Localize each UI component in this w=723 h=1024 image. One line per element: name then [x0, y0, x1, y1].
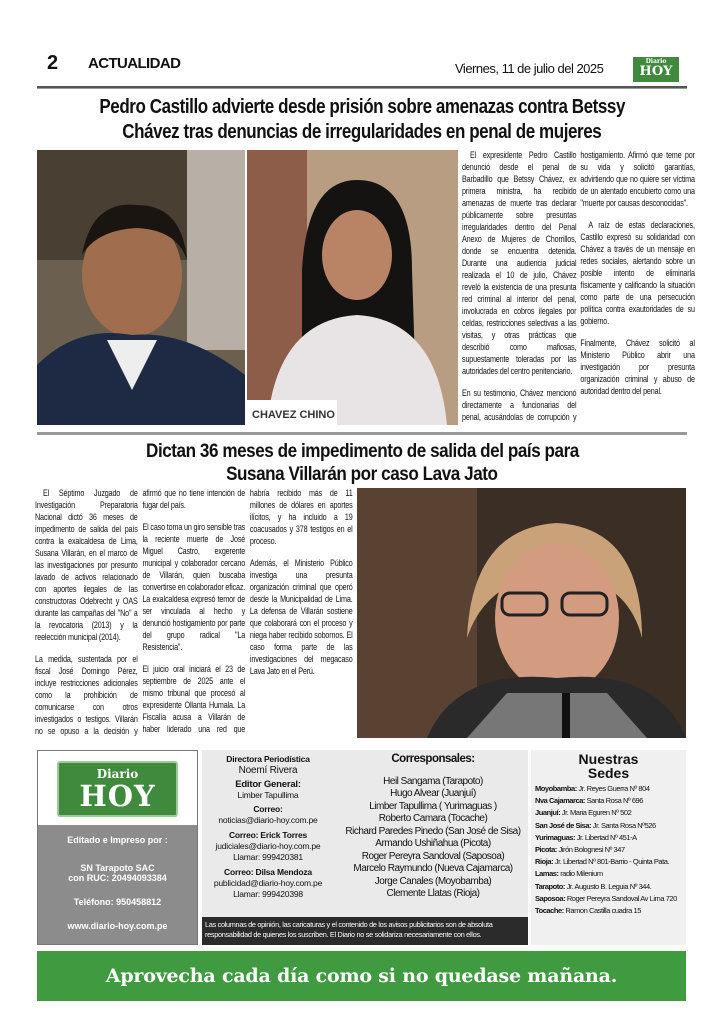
edited-by-label: Editado e Impreso por : — [67, 835, 168, 845]
article-paragraph: El expresidente Pedro Castillo denunció desde el penal de Barbadillo que Betssy Chávez, ex primera ministra, ha recibido amenazas de muerte tras declarar públicamente sobre presuntas irregularidades dentro del Penal Anexo de Mujeres de Chorrillos, donde se encuentra detenida. Durante una audiencia judicial realizada el 10 de julio, Chávez reveló la existencia de una presunta red criminal al interior del penal, involucrada en cobros ilegales por celdas, restricciones selectivas a las visitas, y otras prácticas que describió como mafiosas, supuestamente toleradas por las autoridades del centro penitenciario. — [462, 150, 577, 376]
article2-body — [35, 487, 353, 745]
sede-address: Jr. Maria Eguren Nº 502 — [561, 808, 632, 818]
article-paragraph: El Séptimo Juzgado de Investigación Preparatoria Nacional dictó 36 meses de impedimento de salida del país contra la exalcaldesa de Lima, Susana Villarán, en el marco de las investigaciones por presunto lavado de activos relacionado con aportes ilegales de las constructoras Odebrecht y OAS durante las campañas del "No" a la revocatoria (2013) y la reelección municipal (2014). — [35, 488, 138, 642]
sede-item — [535, 868, 682, 880]
diario-hoy-logo — [57, 761, 178, 817]
sede-item — [535, 856, 682, 868]
company-phone: Teléfono: 950458812 — [73, 897, 162, 907]
article-paragraph: Finalmente, Chávez solicitó al Ministerio Público abrir una investigación por presunta organización criminal y abuso de autoridad dentro del penal. — [580, 338, 695, 396]
sedes-list — [531, 780, 686, 920]
issue-date: Viernes, 11 de julio del 2025 — [455, 61, 604, 76]
sede-address: Ramon Castilla cuadra 15 — [565, 906, 641, 916]
sedes-title-line: Nuestras — [578, 751, 639, 767]
judicial-title: Correo: Erick Torres — [228, 830, 308, 840]
article-divider — [37, 432, 687, 435]
judicial-phone: Llamar: 999420381 — [233, 852, 303, 862]
article1-body — [462, 149, 695, 429]
logo-main-text: HOY — [639, 64, 673, 79]
correspondent-item: Roger Pereyra Sandoval (Saposoa) — [361, 850, 505, 862]
editor-title: Editor General: — [235, 779, 301, 790]
sede-city: Tarapoto: — [535, 881, 565, 891]
judicial-email[interactable]: judiciales@diario-hoy.com.pe — [215, 841, 321, 851]
photo-nameplate: CHAVEZ CHINO — [252, 409, 335, 421]
editor-name: Limber Tapullima — [237, 790, 299, 800]
sedes-title-line: Sedes — [587, 765, 630, 781]
diario-hoy-logo — [633, 57, 679, 82]
sede-item — [535, 881, 682, 893]
sedes-title — [531, 752, 686, 780]
header-rule — [37, 86, 687, 89]
section-title: ACTUALIDAD — [88, 55, 181, 72]
article-paragraph: El juicio oral iniciará el 23 de septiembre de 2025 ante el mismo tribunal que procesó al expresidente Ollanta Humala. La Fiscalía acusa a Villarán de haber liderado una red que habría recibido más de 11 millones de dólares en aportes ilícitos, y ha incluido a 19 coacusados y 378 testigos en el proceso. — [142, 488, 353, 734]
article-paragraph: Además, el Ministerio Público investiga una presunta organización criminal que operó desde la Municipalidad de Lima. La defensa de Villarán sostiene que colaborará con el proceso y niega haber recibido sobornos. El caso forma parte de las investigaciones del megacaso Lava Jato en el Perú. — [249, 558, 353, 676]
sede-address: radio Milenium — [560, 869, 603, 879]
sede-item — [535, 893, 682, 905]
sede-item — [535, 795, 682, 807]
article2-headline — [37, 440, 687, 486]
logo-top-text: Diario — [645, 58, 667, 65]
ads-phone: Llamar: 999420398 — [233, 889, 303, 899]
sede-address: Jr. Augusto B. Leguia Nº 344. — [566, 881, 652, 891]
sede-item — [535, 807, 682, 819]
headline-line: Susana Villarán por caso Lava Jato — [226, 464, 498, 485]
sede-city: Nva Cajamarca: — [535, 796, 585, 806]
mail-title: Correo: — [253, 804, 283, 814]
staff-list — [202, 754, 334, 900]
sede-address: Roger Pereyra Sandoval Av Lima 720 — [566, 893, 677, 903]
photo-pedro-castillo — [37, 150, 245, 425]
headline-line: Pedro Castillo advierte desde prisión sobre amenazas contra Betssy — [99, 96, 625, 118]
sede-address: Jr. Santa Rosa Nº526 — [592, 820, 656, 830]
headline-line: Dictan 36 meses de impedimento de salida del país para — [145, 441, 579, 462]
logo-top-text: Diario — [96, 767, 139, 781]
staff-box — [202, 750, 528, 945]
sede-city: Picota: — [535, 845, 557, 855]
ads-title: Correo: Dilsa Mendoza — [224, 867, 312, 877]
sede-city: Juanjuí: — [535, 808, 561, 818]
correspondent-item: Limber Tapullima ( Yurimaguas ) — [369, 800, 497, 812]
photo-susana-villaran — [357, 488, 686, 738]
correspondent-item: Roberto Camara (Tocache) — [378, 813, 488, 824]
sede-address: Jr. Reyes Guerra Nº 804 — [578, 784, 650, 793]
article-paragraph: La medida, sustentada por el fiscal José Domingo Pérez, incluye restricciones adicionales como la prohibición de comunicarse con otros investigados o testigos. Villarán no se opuso a la decisión y afirmó que no tiene intención de fugar del país. — [35, 488, 246, 736]
sede-city: Saposoa: — [535, 893, 566, 903]
article-paragraph: A raíz de estas declaraciones, Castillo expresó su solidaridad con Chávez a través de un mensaje en redes sociales, alertando sobre un posible intento de eliminarla físicamente y calificando la situación como parte de una persecución política contra exautoridades de su gobierno. — [580, 220, 695, 326]
sede-city: Moyobamba: — [535, 784, 577, 793]
headline-line: Chávez tras denuncias de irregularidades en penal de mujeres — [122, 121, 602, 143]
director-name: Noemí Rivera — [238, 765, 298, 776]
sede-city: San José de Sisa: — [535, 820, 592, 830]
sede-item — [535, 832, 682, 844]
article-paragraph: El caso toma un giro sensible tras la reciente muerte de José Miguel Castro, exgerente municipal y colaborador cercano de Villarán, quien buscaba convertirse en colaborador eficaz. La exalcaldesa expresó temor de ser vinculada al hecho y denunció hostigamiento por parte del grupo radical "La Resistencia". — [142, 522, 246, 652]
correspondents-list — [338, 753, 528, 901]
sede-item — [535, 783, 682, 795]
correspondents-title: Corresponsales: — [391, 753, 475, 765]
sede-city: Yurimaguas: — [535, 832, 576, 842]
page-number: 2 — [47, 52, 59, 74]
correspondent-item: Richard Paredes Pinedo (San José de Sisa) — [345, 825, 521, 837]
news-email[interactable]: noticias@diario-hoy.com.pe — [218, 815, 318, 825]
correspondent-item: Clemente Llatas (Rioja) — [386, 888, 480, 899]
sede-city: Lamas: — [535, 869, 559, 879]
masthead-box — [37, 750, 198, 945]
sede-item — [535, 820, 682, 832]
sede-item — [535, 905, 682, 917]
article-paragraph: En su testimonio, Chávez mencionó directamente a funcionarias del penal, acusándolas de corrupción y hostigamiento. Afirmó que teme por su vida y solicitó garantías, advirtiendo que no quiere ser víctima de un atentado encubierto como una "muerte por causas desconocidas". — [462, 150, 695, 422]
sede-address: Jirón Bolognesi Nº 347 — [558, 845, 625, 855]
slogan-banner: Aprovecha cada día como si no quedase mañana. — [37, 951, 686, 1001]
ads-email[interactable]: publicidad@diario-hoy.com.pe — [213, 878, 323, 888]
company-name: SN Tarapoto SAC — [80, 863, 155, 873]
director-title: Directora Periodística — [226, 754, 310, 764]
disclaimer: Las columnas de opinión, las caricaturas y el contenido de los avisos publicitarios son de absoluta responsabilidad de quienes los suscriben. El Diario no se solidariza necesariamente con ellos. — [202, 917, 528, 945]
photo-betssy-chavez — [247, 150, 458, 425]
sedes-box — [531, 750, 686, 945]
company-website[interactable]: www.diario-hoy.com.pe — [67, 921, 168, 931]
sede-address: Santa Rosa Nº 696 — [586, 796, 644, 806]
sede-item — [535, 844, 682, 856]
logo-main-text: HOY — [79, 779, 156, 813]
correspondent-item: Heil Sangama (Tarapoto) — [383, 775, 483, 787]
publisher-info — [38, 825, 197, 944]
correspondent-item: Jorge Canales (Moyobamba) — [374, 875, 492, 887]
company-ruc: con RUC: 20494093384 — [68, 873, 167, 883]
correspondent-item: Hugo Alvear (Juanjuí) — [390, 788, 476, 799]
sede-address: Jr. Libertad Nº 451-A — [576, 832, 637, 842]
sede-city: Rioja: — [535, 857, 554, 867]
sede-address: Jr. Libertad Nº 801-Barrio - Quinta Pata. — [554, 857, 670, 867]
correspondent-item: Armando Ushiñahua (Picota) — [375, 838, 491, 849]
sede-city: Tocache: — [535, 906, 564, 916]
article1-headline — [37, 95, 687, 145]
correspondent-item: Marcelo Raymundo (Nueva Cajamarca) — [353, 863, 513, 874]
